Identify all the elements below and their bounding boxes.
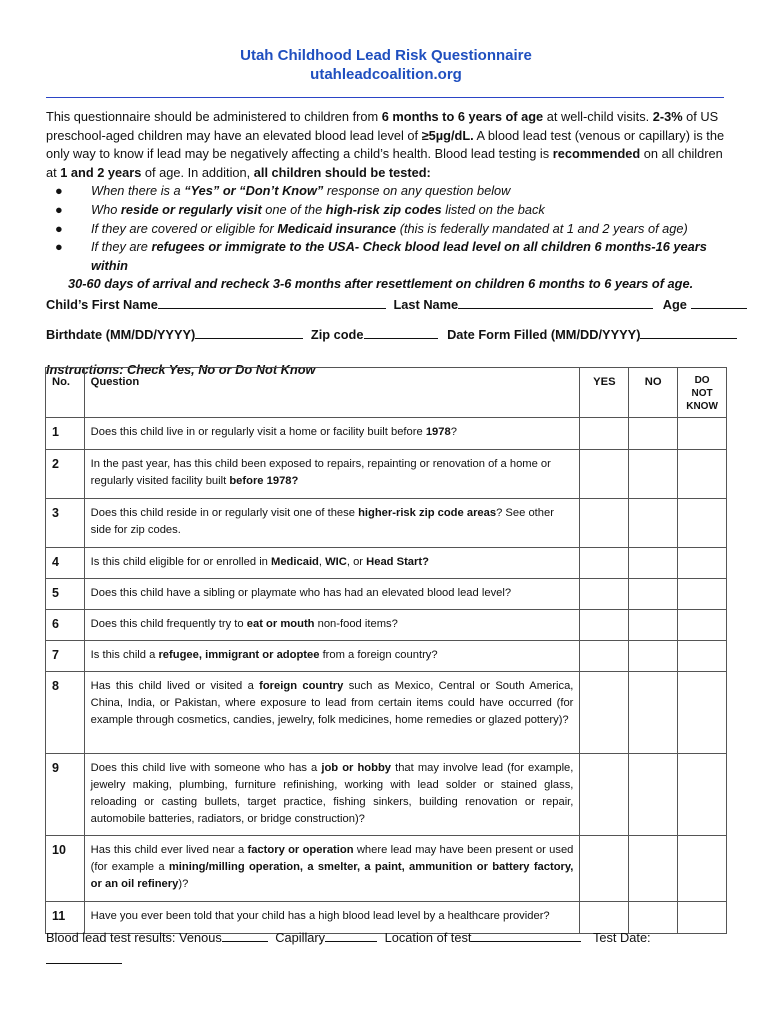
age-field[interactable] bbox=[691, 295, 747, 309]
question-text: Does this child reside in or regularly visit one of these higher-risk zip code areas? See other side for zip codes. bbox=[84, 499, 580, 548]
date-filled-field[interactable] bbox=[640, 325, 737, 339]
table-row: 8 Has this child lived or visited a foreign country such as Mexico, Central or South America, China, India, or Pakistan, where exposure to lead from certain items could have occurred (for example through cosmetics, candies, jewelry, folk medicines, home remedies or glazed pottery)? bbox=[46, 672, 727, 754]
yes-checkbox[interactable] bbox=[580, 836, 629, 902]
bullet-icon: ● bbox=[55, 220, 63, 236]
do-not-know-checkbox[interactable] bbox=[678, 836, 727, 902]
question-text: Does this child frequently try to eat or mouth non-food items? bbox=[84, 610, 580, 641]
do-not-know-checkbox[interactable] bbox=[678, 450, 727, 499]
question-text: Does this child have a sibling or playmate who has had an elevated blood lead level? bbox=[84, 579, 580, 610]
bullet-icon: ● bbox=[55, 201, 63, 217]
no-checkbox[interactable] bbox=[629, 754, 678, 836]
yes-checkbox[interactable] bbox=[580, 754, 629, 836]
table-row: 11 Have you ever been told that your child has a high blood lead level by a healthcare provider? bbox=[46, 902, 727, 934]
question-text: Has this child lived or visited a foreign country such as Mexico, Central or South America, China, India, or Pakistan, where exposure to lead from certain items could have occurred (for example through cosmetics, candies, jewelry, folk medicines, home remedies or glazed pottery)? bbox=[84, 672, 580, 754]
test-date-label: Test Date: bbox=[593, 930, 651, 945]
question-text: Does this child live with someone who has a job or hobby that may involve lead (for example, jewelry making, plumbing, furniture refinishing, working with lead solder or stained glass, reloading or casting bullets, target practice, fishing sinkers, building renovation or repair, automobile batteries, radiators, or bridge construction)? bbox=[84, 754, 580, 836]
yes-checkbox[interactable] bbox=[580, 499, 629, 548]
name-row bbox=[46, 295, 726, 314]
results-venous-label: Blood lead test results: Venous bbox=[46, 930, 222, 945]
do-not-know-checkbox[interactable] bbox=[678, 548, 727, 579]
questions-table bbox=[45, 367, 727, 934]
yes-checkbox[interactable] bbox=[580, 610, 629, 641]
question-text: Has this child ever lived near a factory or operation where lead may have been present or used (for example a mining/milling operation, a smelter, a paint, ammunition or battery factory, or an oil refinery)? bbox=[84, 836, 580, 902]
yes-checkbox[interactable] bbox=[580, 418, 629, 450]
table-row: 7 Is this child a refugee, immigrant or adoptee from a foreign country? bbox=[46, 641, 727, 672]
yes-checkbox[interactable] bbox=[580, 450, 629, 499]
no-checkbox[interactable] bbox=[629, 610, 678, 641]
capillary-label: Capillary bbox=[275, 930, 326, 945]
first-name-label: Child’s First Name bbox=[46, 296, 158, 312]
do-not-know-checkbox[interactable] bbox=[678, 418, 727, 450]
birthdate-row bbox=[46, 325, 726, 344]
question-text: In the past year, has this child been exposed to repairs, repainting or renovation of a home or regularly visited facility built before 1978? bbox=[84, 450, 580, 499]
table-row: 6 Does this child frequently try to eat or mouth non-food items? bbox=[46, 610, 727, 641]
birthdate-label: Birthdate (MM/DD/YYYY) bbox=[46, 326, 196, 342]
header-divider bbox=[46, 97, 724, 98]
no-checkbox[interactable] bbox=[629, 579, 678, 610]
table-header-row bbox=[46, 368, 727, 418]
col-header-no: NO bbox=[629, 368, 678, 418]
last-name-field[interactable] bbox=[458, 295, 653, 309]
table-row: 5 Does this child have a sibling or playmate who has had an elevated blood lead level? bbox=[46, 579, 727, 610]
no-checkbox[interactable] bbox=[629, 548, 678, 579]
yes-checkbox[interactable] bbox=[580, 579, 629, 610]
do-not-know-checkbox[interactable] bbox=[678, 579, 727, 610]
yes-checkbox[interactable] bbox=[580, 641, 629, 672]
col-header-yes: YES bbox=[580, 368, 629, 418]
zip-label: Zip code bbox=[310, 326, 364, 342]
bullet-icon: ● bbox=[55, 239, 63, 255]
list-item-continuation: 30-60 days of arrival and recheck 3-6 months after resettlement on children 6 months to 6 years of age. bbox=[68, 276, 694, 292]
capillary-field[interactable] bbox=[325, 928, 377, 942]
blood-lead-results bbox=[46, 927, 726, 971]
table-row: 9 Does this child live with someone who has a job or hobby that may involve lead (for example, jewelry making, plumbing, furniture refinishing, working with lead solder or stained glass, reloading or casting bullets, target practice, fishing sinkers, building renovation or repair, automobile batteries, radiators, or bridge construction)? bbox=[46, 754, 727, 836]
no-checkbox[interactable] bbox=[629, 418, 678, 450]
col-header-question: Question bbox=[84, 368, 580, 418]
zip-field[interactable] bbox=[364, 325, 438, 339]
date-filled-label: Date Form Filled (MM/DD/YYYY) bbox=[447, 326, 641, 342]
do-not-know-checkbox[interactable] bbox=[678, 499, 727, 548]
location-field[interactable] bbox=[471, 928, 581, 942]
do-not-know-checkbox[interactable] bbox=[678, 754, 727, 836]
list-item: ● If they are refugees or immigrate to the USA- Check blood lead level on all children 6 months-16 years within bbox=[55, 239, 707, 273]
no-checkbox[interactable] bbox=[629, 672, 678, 754]
table-row: 2 In the past year, has this child been exposed to repairs, repainting or renovation of a home or regularly visited facility built before 1978? bbox=[46, 450, 727, 499]
list-item: ● When there is a “Yes” or “Don’t Know” response on any question below bbox=[46, 182, 726, 201]
yes-checkbox[interactable] bbox=[580, 672, 629, 754]
testing-criteria-list bbox=[46, 182, 726, 275]
table-row: 4 Is this child eligible for or enrolled in Medicaid, WIC, or Head Start? bbox=[46, 548, 727, 579]
do-not-know-checkbox[interactable] bbox=[678, 641, 727, 672]
instructions: Instructions: Check Yes, No or Do Not Know bbox=[46, 361, 316, 377]
col-header-number: No. bbox=[46, 368, 85, 418]
table-row: 10 Has this child ever lived near a factory or operation where lead may have been present or used (for example a mining/milling operation, a smelter, a paint, ammunition or battery factory, or an oil refinery)? bbox=[46, 836, 727, 902]
birthdate-field[interactable] bbox=[195, 325, 303, 339]
no-checkbox[interactable] bbox=[629, 836, 678, 902]
yes-checkbox[interactable] bbox=[580, 548, 629, 579]
do-not-know-checkbox[interactable] bbox=[678, 610, 727, 641]
questionnaire-page bbox=[46, 0, 726, 377]
list-item: ● Who reside or regularly visit one of the high-risk zip codes listed on the back bbox=[46, 201, 726, 220]
location-label: Location of test bbox=[384, 930, 472, 945]
age-label: Age bbox=[662, 296, 687, 312]
do-not-know-checkbox[interactable] bbox=[678, 672, 727, 754]
table-row: 1 Does this child live in or regularly visit a home or facility built before 1978? bbox=[46, 418, 727, 450]
table-row: 3 Does this child reside in or regularly visit one of these higher-risk zip code areas? See other side for zip codes. bbox=[46, 499, 727, 548]
question-text: Have you ever been told that your child has a high blood lead level by a healthcare provider? bbox=[84, 902, 580, 934]
no-checkbox[interactable] bbox=[629, 499, 678, 548]
bullet-icon: ● bbox=[55, 183, 63, 199]
website-link[interactable]: utahleadcoalition.org bbox=[310, 66, 462, 83]
test-date-field[interactable] bbox=[46, 950, 122, 964]
no-checkbox[interactable] bbox=[629, 641, 678, 672]
question-text: Is this child eligible for or enrolled in Medicaid, WIC, or Head Start? bbox=[84, 548, 580, 579]
col-header-do-not-know: DO NOT KNOW bbox=[678, 368, 727, 418]
list-item: ● If they are covered or eligible for Medicaid insurance (this is federally mandated at 1 and 2 years of age) bbox=[46, 220, 726, 239]
question-text: Is this child a refugee, immigrant or adoptee from a foreign country? bbox=[84, 641, 580, 672]
intro-paragraph: This questionnaire should be administered to children from 6 months to 6 years of age at well-child visits. 2-3% of US preschool-aged children may have an elevated blood lead level of ≥5µg/dL. A blood lead test (venous or capillary) is the only way to know if lead may be negatively affecting a child’s health. Blood lead testing is recommended on all children at 1 and 2 years of age. In addition, all children should be tested: bbox=[46, 109, 725, 180]
question-text: Does this child live in or regularly visit a home or facility built before 1978? bbox=[84, 418, 580, 450]
document-title: Utah Childhood Lead Risk Questionnaire bbox=[240, 47, 532, 64]
last-name-label: Last Name bbox=[393, 296, 459, 312]
no-checkbox[interactable] bbox=[629, 450, 678, 499]
venous-field[interactable] bbox=[222, 928, 268, 942]
first-name-field[interactable] bbox=[158, 295, 386, 309]
